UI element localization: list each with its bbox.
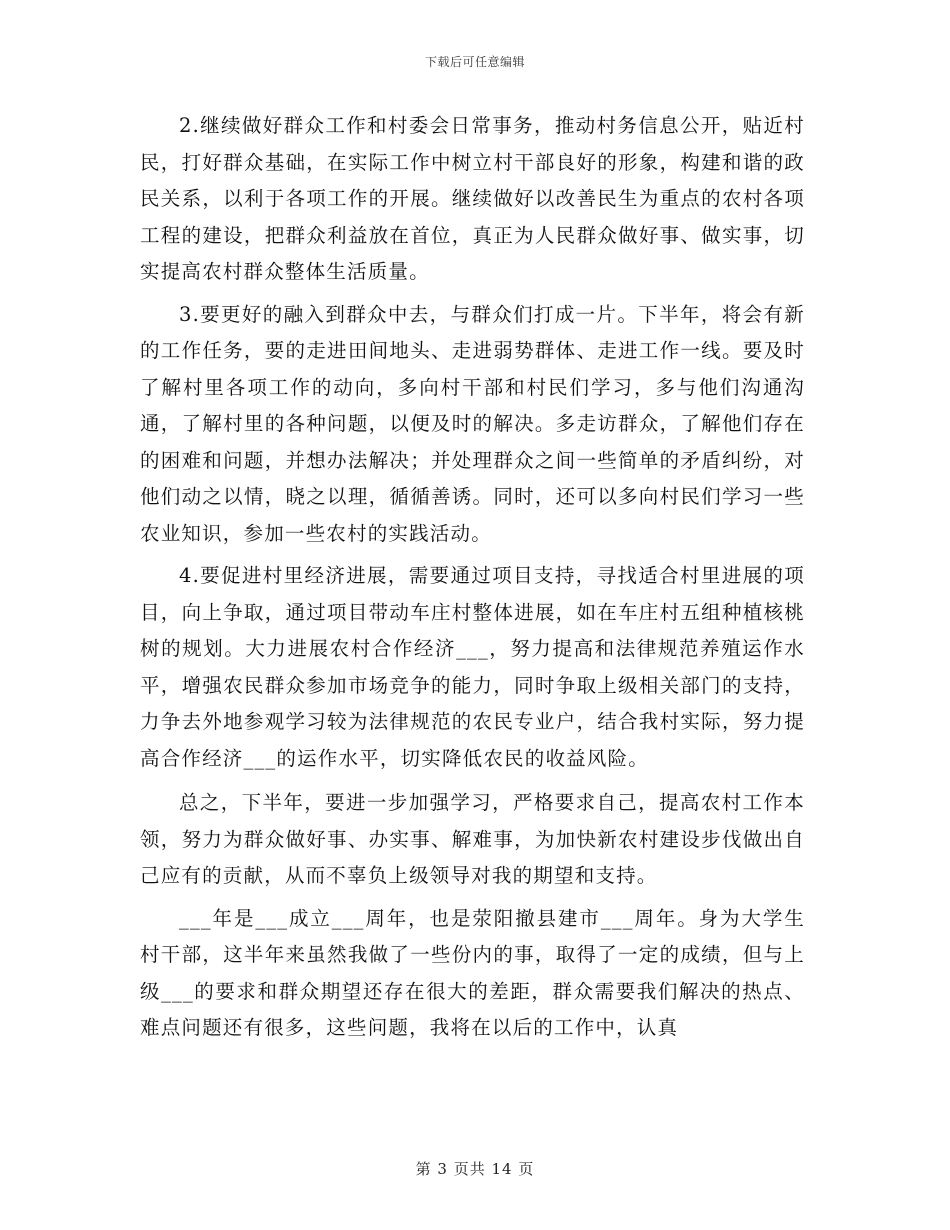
paragraph-item-2: 2.继续做好群众工作和村委会日常事务，推动村务信息公开，贴近村民，打好群众基础，在实际工作中树立村干部良好的形象，构建和谐的政民关系，以利于各项工作的开展。继续做好以改善民生为重点的农村各项工程的建设，把群众利益放在首位，真正为人民群众做好事、做实事，切实提高农村群众整体生活质量。	[140, 114, 805, 283]
paragraph-reflection: ___年是___成立___周年，也是荥阳撤县建市___周年。身为大学生村干部，这半年来虽然我做了一些份内的事，取得了一定的成绩，但与上级___的要求和群众期望还存在很大的差距，群众需要我们解决的热点、难点问题还有很多，这些问题，我将在以后的工作中，认真	[140, 906, 805, 1039]
page-number-footer: 第 3 页共 14 页	[415, 1160, 535, 1178]
paragraph-item-4: 4.要促进村里经济进展，需要通过项目支持，寻找适合村里进展的项目，向上争取，通过项目带动车庄村整体进展，如在车庄村五组种植核桃树的规划。大力进展农村合作经济___，努力提高和法律规范养殖运作水平，增强农民群众参加市场竞争的能力，同时争取上级相关部门的支持，力争去外地参观学习较为法律规范的农民专业户，结合我村实际，努力提高合作经济___的运作水平，切实降低农民的收益风险。	[140, 564, 805, 770]
paragraph-summary: 总之，下半年，要进一步加强学习，严格要求自己，提高农村工作本领，努力为群众做好事、办实事、解难事，为加快新农村建设步伐做出自己应有的贡献，从而不辜负上级领导对我的期望和支持。	[140, 791, 805, 887]
page-header-note: 下载后可任意编辑	[424, 55, 525, 69]
paragraph-item-3: 3.要更好的融入到群众中去，与群众们打成一片。下半年，将会有新的工作任务，要的走进田间地头、走进弱势群体、走进工作一线。要及时了解村里各项工作的动向，多向村干部和村民们学习，多与他们沟通沟通，了解村里的各种问题，以便及时的解决。多走访群众，了解他们存在的困难和问题，并想办法解决；并处理群众之间一些简单的矛盾纠纷，对他们动之以情，晓之以理，循循善诱。同时，还可以多向村民们学习一些农业知识，参加一些农村的实践活动。	[140, 302, 805, 545]
document-body	[140, 108, 805, 1053]
